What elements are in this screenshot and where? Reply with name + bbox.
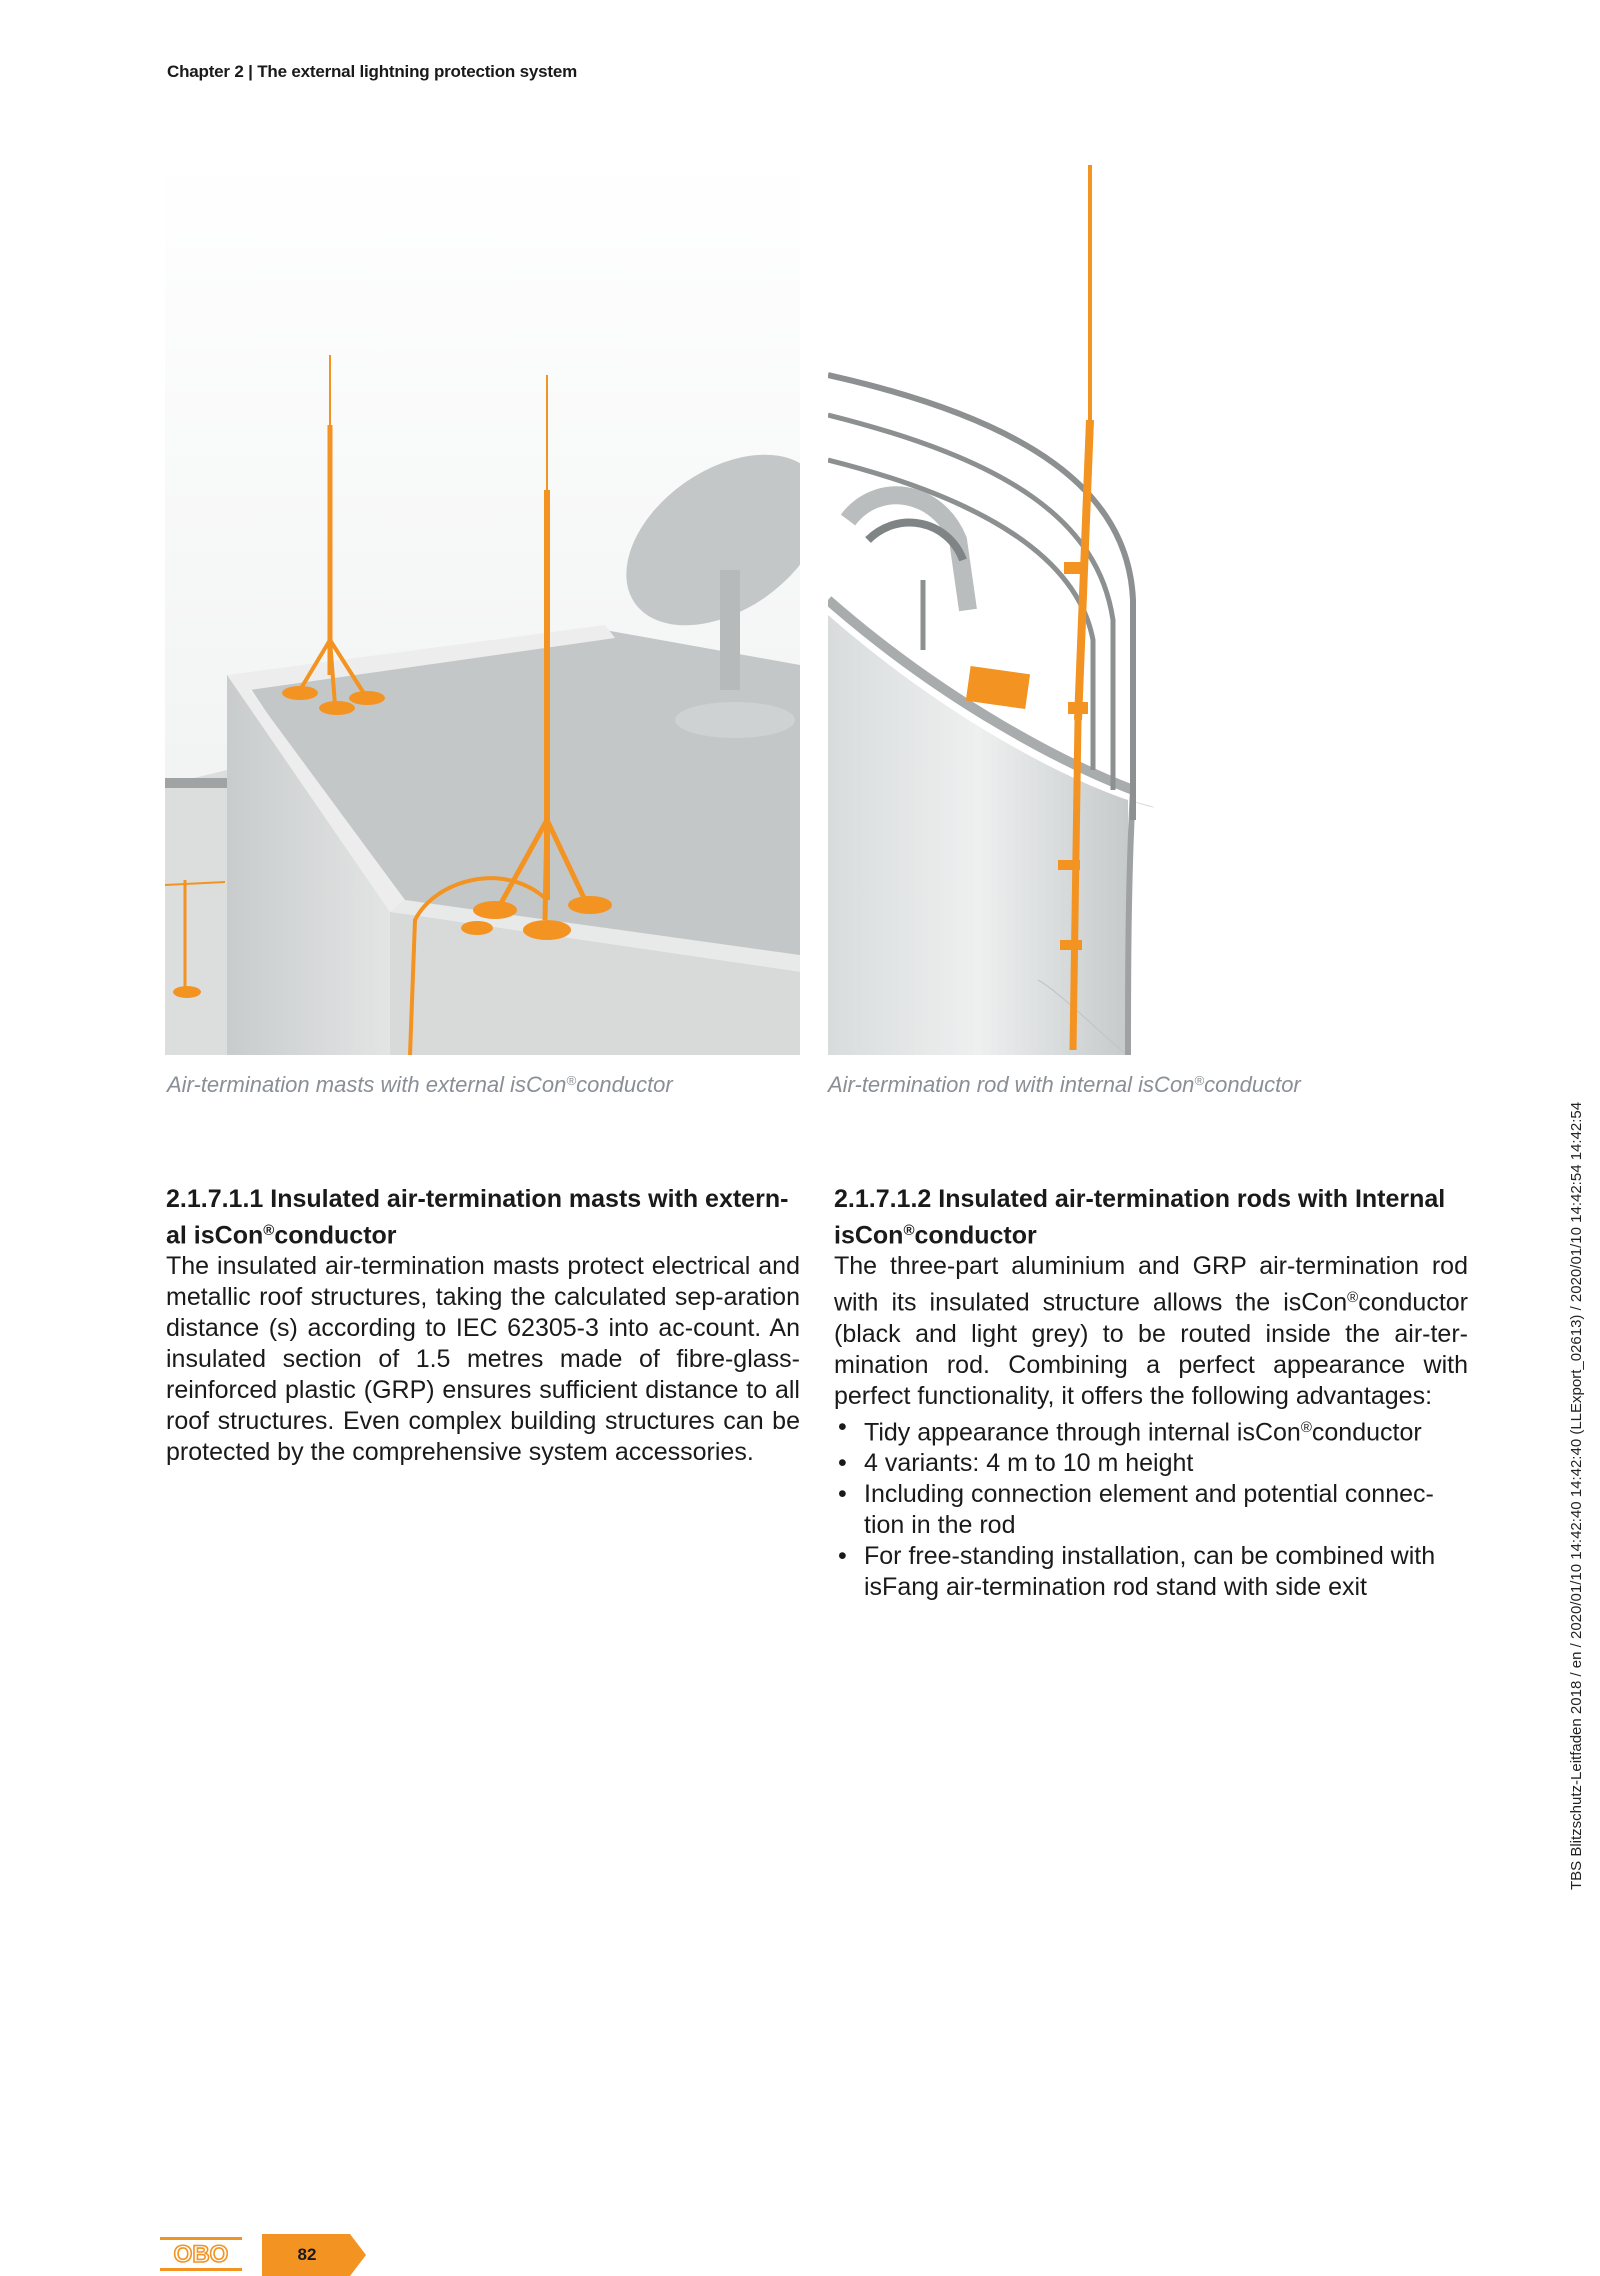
list-item: • Tidy appearance through internal isCon®conductor: [838, 1412, 1422, 1446]
figure-masts-external-conductor: [165, 160, 800, 1055]
list-item: • For free-standing installation, can be combined with isFang air-termination rod stand with side exit: [838, 1541, 1436, 1601]
section-body: The three-part aluminium and GRP air-termination rod with its insulated structure allows the isCon®conductor (black and light grey) to be routed inside the air-ter-mination rod. Combining a perfect appearance with perfect functionality, it offers the following advantages:: [834, 1252, 1468, 1410]
advantages-list: [834, 1412, 1468, 1603]
chapter-header: Chapter 2 | The external lightning protection system: [167, 62, 577, 81]
bullet-icon: •: [838, 1448, 847, 1477]
logo-text: OBO: [173, 2241, 229, 2268]
section-rods-internal: [834, 1184, 1468, 1603]
figure-caption-left: Air-termination masts with external isCon®conductor: [167, 1072, 673, 1097]
bullet-icon: •: [838, 1541, 847, 1570]
section-heading: 2.1.7.1.2 Insulated air-termination rods with Internal isCon®conductor: [834, 1185, 1446, 1250]
section-masts-external: [166, 1184, 800, 1468]
page-number: 82: [297, 2245, 317, 2264]
list-item: • Including connection element and potential connec-tion in the rod: [838, 1479, 1434, 1539]
bullet-icon: •: [838, 1479, 847, 1508]
figure-rod-internal-conductor: [828, 160, 1451, 1055]
section-body: The insulated air-termination masts protect electrical and metallic roof structures, taking the calculated sep-aration distance (s) according to IEC 62305-3 into ac-count. An insulated section of 1.5 metres made of fibre-glass-reinforced plastic (GRP) ensures sufficient distance to all roof structures. Even complex building structures can be protected by the comprehensive system accessories.: [166, 1252, 800, 1467]
list-item: • 4 variants: 4 m to 10 m height: [838, 1448, 1194, 1477]
figure-caption-right: Air-termination rod with internal isCon®conductor: [828, 1072, 1301, 1097]
section-heading: 2.1.7.1.1 Insulated air-termination masts with extern-al isCon®conductor: [166, 1185, 789, 1250]
obo-logo: [160, 2237, 242, 2271]
bullet-icon: •: [838, 1412, 847, 1441]
print-metadata-note: TBS Blitzschutz-Leitfaden 2018 / en / 2020/01/10 14:42:40 14:42:40 (LLExport_02613) / 2020/01/10 14:42:54 14:42:54: [1568, 1101, 1585, 1890]
